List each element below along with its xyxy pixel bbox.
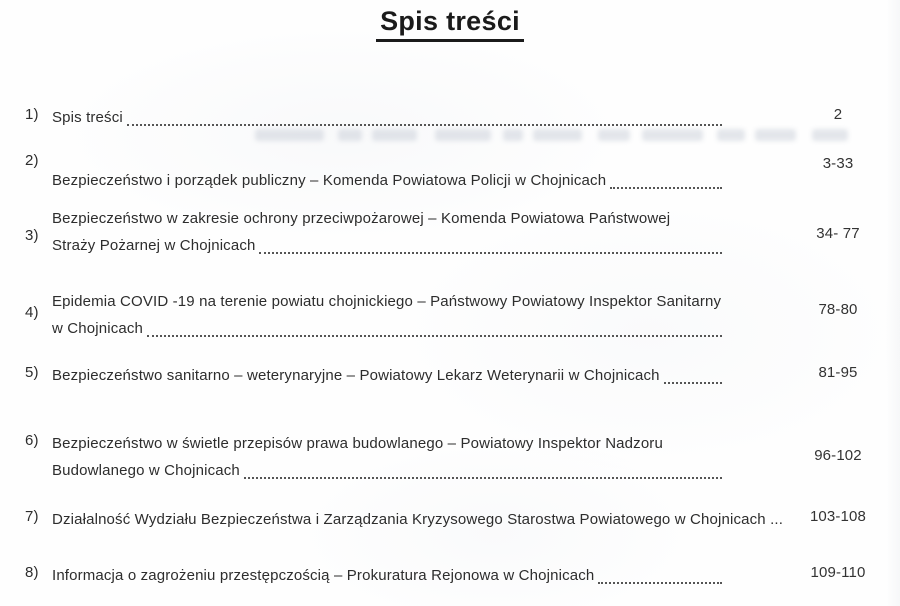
toc-entry-line: w Chojnicach — [52, 320, 144, 337]
toc-entry — [25, 562, 888, 589]
toc-entry-number: 1) — [25, 106, 39, 123]
toc-entry-number: 5) — [25, 364, 39, 381]
dot-leader — [244, 477, 722, 479]
toc-entry-pages: 109-110 — [810, 564, 866, 581]
toc-entry-number: 6) — [25, 432, 39, 449]
toc-entry-number: 2) — [25, 152, 39, 169]
toc-entry-text — [52, 506, 784, 533]
toc-entry-text — [52, 150, 722, 194]
dot-leader — [664, 382, 722, 384]
toc-entry-text — [52, 430, 722, 484]
toc-entry-text — [52, 362, 722, 389]
toc-entry-text — [52, 562, 722, 589]
toc-entry-pages: 78-80 — [818, 301, 858, 318]
toc-entry — [25, 288, 888, 342]
toc-entry-pages: 2 — [833, 106, 843, 123]
toc-entry — [25, 205, 888, 259]
toc-entry-line: Informacja o zagrożeniu przestępczością – Prokuratura Rejonowa w Chojnicach — [52, 567, 595, 584]
toc-entry-line: Bezpieczeństwo sanitarno – weterynaryjne – Powiatowy Lekarz Weterynarii w Chojnicach — [52, 367, 660, 384]
toc-entry-line: Straży Pożarnej w Chojnicach — [52, 237, 256, 254]
toc-entry-pages: 34- 77 — [816, 225, 860, 242]
toc-entry-line: Bezpieczeństwo w świetle przepisów prawa budowlanego – Powiatowy Inspektor Nadzoru — [52, 435, 663, 452]
toc-entry-line: Budowlanego w Chojnicach — [52, 462, 240, 479]
toc-entry-line: Bezpieczeństwo w zakresie ochrony przeciwpożarowej – Komenda Powiatowa Państwowej — [52, 210, 671, 227]
dot-leader — [610, 187, 722, 189]
toc-entry — [25, 430, 888, 484]
page-title — [0, 6, 900, 42]
toc-entry — [25, 506, 888, 533]
toc-entry-number: 3) — [25, 227, 39, 244]
dot-leader — [259, 252, 722, 254]
toc-entry-line: Bezpieczeństwo i porządek publiczny – Komenda Powiatowa Policji w Chojnicach — [52, 172, 607, 189]
toc-entry-line: Działalność Wydziału Bezpieczeństwa i Zarządzania Kryzysowego Starostwa Powiatowego w Chojnicach ... — [52, 511, 784, 528]
dot-leader — [147, 335, 722, 337]
dot-leader — [127, 124, 722, 126]
toc-entry — [25, 150, 888, 194]
toc-entry-text — [52, 288, 722, 342]
toc-entry-line: Epidemia COVID -19 na terenie powiatu chojnickiego – Państwowy Powiatowy Inspektor Sanitarny — [52, 293, 722, 310]
toc-entry-pages: 96-102 — [814, 447, 862, 464]
toc-entry-text — [52, 104, 722, 131]
toc-entry-number: 4) — [25, 304, 39, 321]
toc-entry — [25, 362, 888, 389]
toc-entry-text — [52, 205, 722, 259]
toc-entry-number: 8) — [25, 564, 39, 581]
toc-entry — [25, 104, 888, 131]
page-title-text: Spis treści — [376, 6, 524, 42]
toc-entry-line: Spis treści — [52, 109, 123, 126]
toc-entry-number: 7) — [25, 508, 39, 525]
toc-entry-pages: 3-33 — [822, 155, 854, 172]
toc-entry-pages: 103-108 — [809, 508, 867, 525]
dot-leader — [598, 582, 722, 584]
toc-entry-pages: 81-95 — [818, 364, 858, 381]
